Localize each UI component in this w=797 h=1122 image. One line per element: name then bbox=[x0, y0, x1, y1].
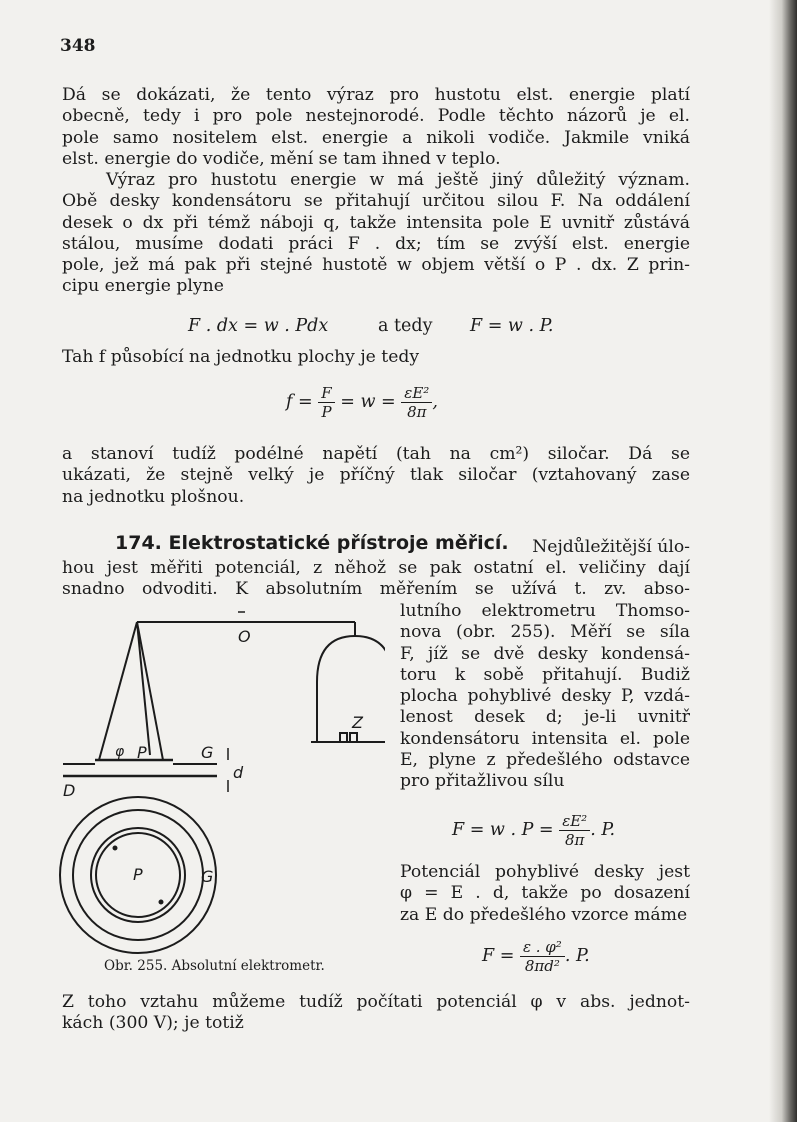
text-line: nova (obr. 255). Měří se síla bbox=[400, 622, 690, 643]
eq3-end: . P. bbox=[590, 820, 616, 840]
label-g: G bbox=[201, 743, 214, 762]
section-paragraph bbox=[62, 558, 690, 601]
screw-dot bbox=[160, 901, 163, 904]
text-line: pole samo nositelem elst. energie a nikoli vodiče. Jakmile vniká bbox=[62, 127, 690, 148]
text-line: elst. energie do vodiče, mění se tam ihned v teplo. bbox=[62, 148, 501, 169]
eq2-lhs: f = bbox=[286, 392, 313, 412]
label-g-plan: G bbox=[201, 867, 214, 886]
text-line: cipu energie plyne bbox=[62, 276, 224, 297]
eq2-fraction-2 bbox=[401, 384, 432, 421]
text-line: lutního elektrometru Thomso- bbox=[400, 601, 690, 621]
text-line: Dá se dokázati, že tento výraz pro hustotu elst. energie platí bbox=[62, 85, 690, 105]
bell-outline bbox=[317, 636, 385, 742]
eq4-lhs: F = bbox=[482, 946, 515, 966]
weight bbox=[340, 733, 347, 742]
text-line: snadno odvoditi. K absolutním měřením se užívá t. zv. abso- bbox=[62, 579, 690, 600]
text-line: Potenciál pohyblivé desky jest bbox=[400, 862, 690, 882]
right-column bbox=[400, 601, 690, 793]
label-d-upper: D bbox=[63, 781, 76, 800]
label-d: d bbox=[233, 763, 244, 782]
figure-caption: Obr. 255. Absolutní elektrometr. bbox=[104, 958, 325, 974]
eq2-fraction-1 bbox=[318, 384, 334, 421]
left-string bbox=[137, 622, 150, 755]
text-line: a stanoví tudíž podélné napětí (tah na cm²) siločar. Dá se bbox=[62, 444, 690, 464]
text-line: obecně, tedy i pro pole nestejnorodé. Podle těchto názorů je el. bbox=[62, 106, 690, 127]
text-line: plocha pohyblivé desky P, vzdá- bbox=[400, 686, 690, 707]
eq4-fraction bbox=[520, 938, 565, 975]
text-line: pole, jež má pak při stejné hustotě w objem větší o P . dx. Z prin- bbox=[62, 255, 690, 276]
eq2-f1-den: P bbox=[321, 403, 332, 421]
page-edge-shadow bbox=[769, 0, 797, 1122]
text-line: toru k sobě přitahují. Budiž bbox=[400, 664, 690, 685]
equation-3 bbox=[452, 812, 615, 849]
figure-electrometer bbox=[55, 600, 385, 960]
tah-line: Tah f působící na jednotku plochy je tedy bbox=[62, 347, 420, 367]
text-line: ukázati, že stejně velký je příčný tlak siločar (vztahovaný zase bbox=[62, 465, 690, 486]
section-heading bbox=[115, 532, 509, 554]
text-line: Z toho vztahu můžeme tudíž počítati potenciál φ v abs. jednot- bbox=[62, 992, 690, 1012]
text-line: kách (300 V); je totiž bbox=[62, 1013, 244, 1034]
text-line: lenost desek d; je-li uvnitř bbox=[400, 707, 690, 728]
eq4-num: ε . φ² bbox=[520, 938, 565, 957]
equation-1-mid: a tedy bbox=[378, 316, 433, 336]
label-z: Z bbox=[352, 713, 363, 732]
label-phi: φ bbox=[115, 744, 125, 760]
equation-1-right: F = w . P. bbox=[470, 316, 554, 336]
text-line: za E do předešlého vzorce máme bbox=[400, 904, 688, 925]
label-p-plan: P bbox=[133, 865, 143, 884]
left-string bbox=[137, 622, 163, 760]
eq2-f2-den: 8π bbox=[407, 403, 427, 421]
paragraph-2 bbox=[62, 170, 690, 298]
left-string bbox=[99, 622, 137, 760]
eq4-end: . P. bbox=[564, 946, 590, 966]
paragraph-3 bbox=[62, 444, 690, 508]
eq3-num: εE² bbox=[559, 812, 590, 831]
screw-dot bbox=[114, 847, 117, 850]
eq2-f1-num: F bbox=[318, 384, 334, 403]
text-line: na jednotku plošnou. bbox=[62, 486, 245, 507]
section-title: Elektrostatické přístroje měřicí. bbox=[168, 532, 509, 554]
right-column-2 bbox=[400, 862, 690, 926]
equation-4 bbox=[482, 938, 590, 975]
page-number: 348 bbox=[60, 36, 96, 56]
eq3-fraction bbox=[559, 812, 590, 849]
text-line: hou jest měřiti potenciál, z něhož se pak ostatní el. veličiny dají bbox=[62, 558, 690, 578]
text-line: kondensátoru intensita el. pole bbox=[400, 728, 690, 749]
text-line: desek o dx při témž náboji q, takže intensita pole E uvnitř zůstává bbox=[62, 212, 690, 233]
text-line: E, plyne z předešlého odstavce bbox=[400, 750, 690, 771]
text-line: F, jíž se dvě desky kondensá- bbox=[400, 643, 690, 664]
text-line: φ = E . d, takže po dosazení bbox=[400, 883, 690, 904]
equation-2 bbox=[286, 384, 438, 421]
eq4-den: 8πd² bbox=[524, 957, 560, 975]
label-p: P bbox=[137, 743, 147, 762]
eq2-mid: = w = bbox=[340, 392, 396, 412]
paragraph-4 bbox=[62, 992, 690, 1035]
label-o: O bbox=[238, 627, 251, 646]
paragraph-1 bbox=[62, 85, 690, 170]
weight bbox=[350, 733, 357, 742]
text-line: Výraz pro hustotu energie w má ještě jiný důležitý význam. bbox=[106, 170, 690, 190]
eq3-den: 8π bbox=[564, 831, 585, 849]
eq2-end: , bbox=[432, 392, 438, 412]
text-line: pro přitažlivou sílu bbox=[400, 771, 565, 792]
equation-1-left: F . dx = w . Pdx bbox=[188, 316, 329, 336]
text-line: stálou, musíme dodati práci F . dx; tím se zvýší elst. energie bbox=[62, 233, 690, 254]
eq2-f2-num: εE² bbox=[401, 384, 432, 403]
eq3-lhs: F = w . P = bbox=[452, 820, 554, 840]
section-line-0: Nejdůležitější úlo- bbox=[532, 537, 690, 557]
section-number: 174. bbox=[115, 532, 162, 554]
text-line: Obě desky kondensátoru se přitahují určitou silou F. Na oddálení bbox=[62, 191, 690, 212]
